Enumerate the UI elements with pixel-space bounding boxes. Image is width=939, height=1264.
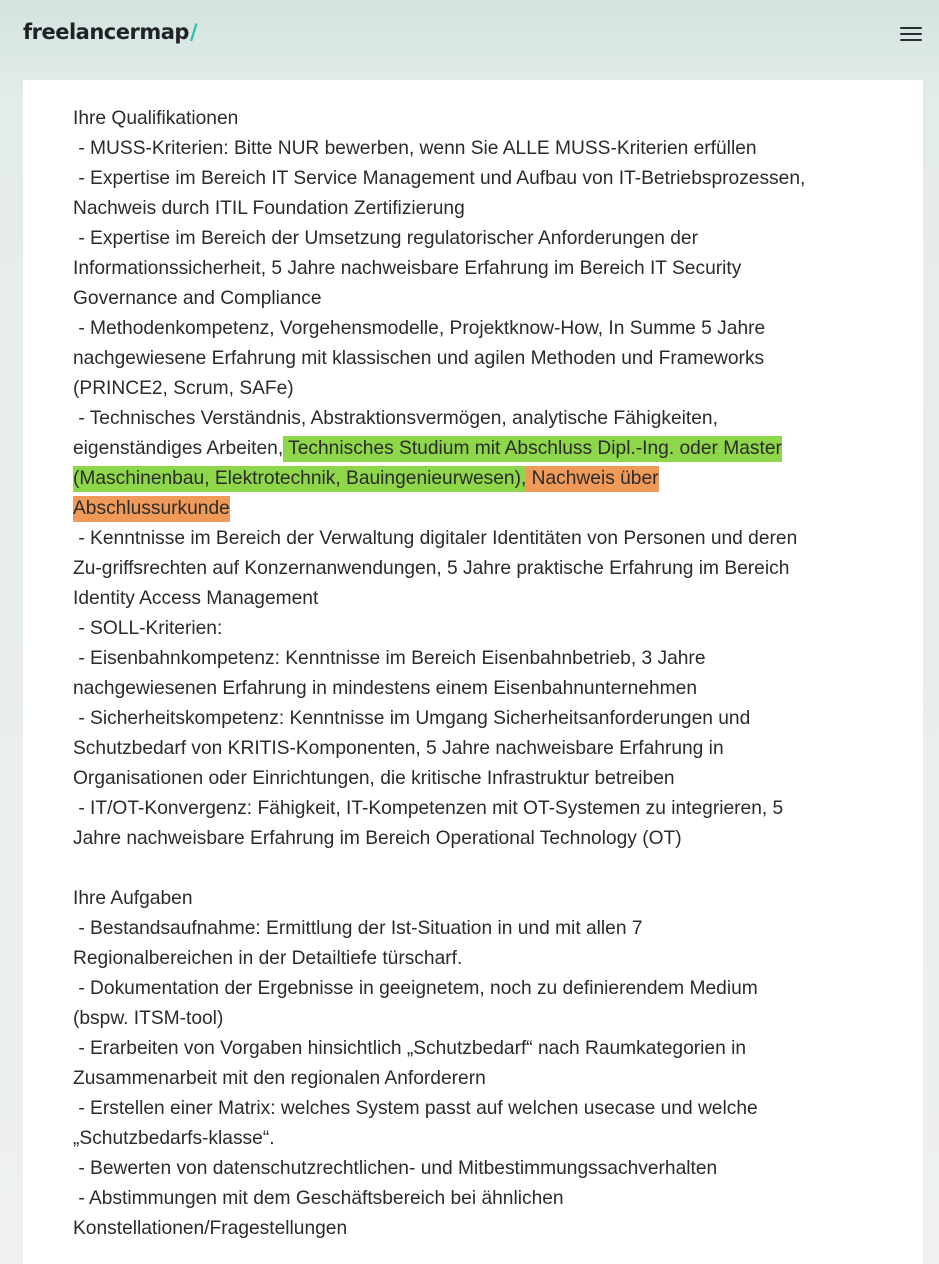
text-segment: Konstellationen/Fragestellungen: [73, 1218, 348, 1239]
text-line: [73, 404, 873, 434]
text-line: [73, 584, 873, 614]
text-line: [73, 974, 873, 1004]
text-segment: - Bestandsaufnahme: Ermittlung der Ist-Situation in und mit allen 7: [73, 918, 643, 939]
text-line: [73, 794, 873, 824]
hamburger-menu-icon[interactable]: [899, 24, 923, 44]
text-segment: Nachweis durch ITIL Foundation Zertifizierung: [73, 198, 465, 219]
text-segment: nachgewiesene Erfahrung mit klassischen und agilen Methoden und Frameworks: [73, 348, 765, 369]
text-segment: - Kenntnisse im Bereich der Verwaltung digitaler Identitäten von Personen und deren: [73, 528, 798, 549]
text-line: [73, 164, 873, 194]
text-segment: Informationssicherheit, 5 Jahre nachweisbare Erfahrung im Bereich IT Security: [73, 258, 742, 279]
text-line: [73, 314, 873, 344]
text-segment: Jahre nachweisbare Erfahrung im Bereich Operational Technology (OT): [73, 828, 682, 849]
text-line: [73, 104, 873, 134]
text-segment: - Erarbeiten von Vorgaben hinsichtlich „Schutzbedarf“ nach Raumkategorien in: [73, 1038, 747, 1059]
text-segment: - Expertise im Bereich der Umsetzung regulatorischer Anforderungen der: [73, 228, 698, 249]
text-line: [73, 1154, 873, 1184]
text-line: [73, 134, 873, 164]
text-line: [73, 224, 873, 254]
text-line: [73, 524, 873, 554]
text-segment: Zusammenarbeit mit den regionalen Anforderern: [73, 1068, 486, 1089]
text-line: [73, 944, 873, 974]
text-segment: - Expertise im Bereich IT Service Management und Aufbau von IT-Betriebsprozessen,: [73, 168, 806, 189]
top-header: [0, 0, 939, 80]
logo-text: freelancermap: [23, 20, 189, 44]
text-segment: - Sicherheitskompetenz: Kenntnisse im Umgang Sicherheitsanforderungen und: [73, 708, 751, 729]
text-line: [73, 1064, 873, 1094]
text-segment: Schutzbedarf von KRITIS-Komponenten, 5 Jahre nachweisbare Erfahrung in: [73, 738, 724, 759]
text-line: [73, 374, 873, 404]
text-segment: Identity Access Management: [73, 588, 319, 609]
text-segment: Regionalbereichen in der Detailtiefe türscharf.: [73, 948, 463, 969]
text-line: [73, 674, 873, 704]
text-line: [73, 884, 873, 914]
text-line: [73, 644, 873, 674]
text-line: [73, 914, 873, 944]
text-segment: Zu-griffsrechten auf Konzernanwendungen, 5 Jahre praktische Erfahrung im Bereich: [73, 558, 790, 579]
text-line: [73, 824, 873, 854]
text-line: [73, 494, 873, 524]
text-line: [73, 284, 873, 314]
text-segment: - SOLL-Kriterien:: [73, 618, 223, 639]
highlight-orange: Abschlussurkunde: [73, 496, 230, 522]
text-segment: eigenständiges Arbeiten,: [73, 438, 284, 459]
text-segment: - MUSS-Kriterien: Bitte NUR bewerben, wenn Sie ALLE MUSS-Kriterien erfüllen: [73, 138, 757, 159]
text-line: [73, 1004, 873, 1034]
text-segment: - Eisenbahnkompetenz: Kenntnisse im Bereich Eisenbahnbetrieb, 3 Jahre: [73, 648, 706, 669]
logo-slash: /: [189, 20, 198, 44]
freelancermap-logo[interactable]: [23, 20, 197, 44]
text-line: [73, 554, 873, 584]
text-segment: Governance and Compliance: [73, 288, 322, 309]
text-segment: Ihre Qualifikationen: [73, 108, 239, 129]
text-line: [73, 1214, 873, 1244]
text-segment: - Bewerten von datenschutzrechtlichen- und Mitbestimmungssachverhalten: [73, 1158, 718, 1179]
text-line: [73, 434, 873, 464]
text-segment: (bspw. ITSM-tool): [73, 1008, 224, 1029]
text-segment: - Erstellen einer Matrix: welches System passt auf welchen usecase und welche: [73, 1098, 758, 1119]
text-line: [73, 344, 873, 374]
project-description-card: [23, 80, 923, 1264]
project-description-text: [73, 104, 873, 1244]
text-line: [73, 1034, 873, 1064]
text-segment: - IT/OT-Konvergenz: Fähigkeit, IT-Kompetenzen mit OT-Systemen zu integrieren, 5: [73, 798, 784, 819]
text-line: [73, 1094, 873, 1124]
text-segment: - Technisches Verständnis, Abstraktionsvermögen, analytische Fähigkeiten,: [73, 408, 718, 429]
text-segment: - Dokumentation der Ergebnisse in geeignetem, noch zu definierendem Medium: [73, 978, 758, 999]
highlight-green: Technisches Studium mit Abschluss Dipl.-Ing. oder Master: [283, 436, 782, 462]
text-segment: „Schutzbedarfs-klasse“.: [73, 1128, 275, 1149]
text-line: [73, 1184, 873, 1214]
text-line: [73, 614, 873, 644]
text-line: [73, 764, 873, 794]
blank-line: [73, 854, 873, 884]
text-segment: Organisationen oder Einrichtungen, die kritische Infrastruktur betreiben: [73, 768, 675, 789]
text-line: [73, 1124, 873, 1154]
highlight-orange: Nachweis über: [526, 466, 658, 492]
text-line: [73, 194, 873, 224]
text-segment: - Abstimmungen mit dem Geschäftsbereich bei ähnlichen: [73, 1188, 564, 1209]
text-segment: - Methodenkompetenz, Vorgehensmodelle, Projektknow-How, In Summe 5 Jahre: [73, 318, 766, 339]
text-line: [73, 704, 873, 734]
text-segment: Ihre Aufgaben: [73, 888, 193, 909]
text-line: [73, 734, 873, 764]
highlight-green: (Maschinenbau, Elektrotechnik, Bauingenieurwesen),: [73, 466, 526, 492]
text-segment: (PRINCE2, Scrum, SAFe): [73, 378, 294, 399]
text-line: [73, 464, 873, 494]
text-segment: nachgewiesenen Erfahrung in mindestens einem Eisenbahnunternehmen: [73, 678, 698, 699]
text-line: [73, 254, 873, 284]
